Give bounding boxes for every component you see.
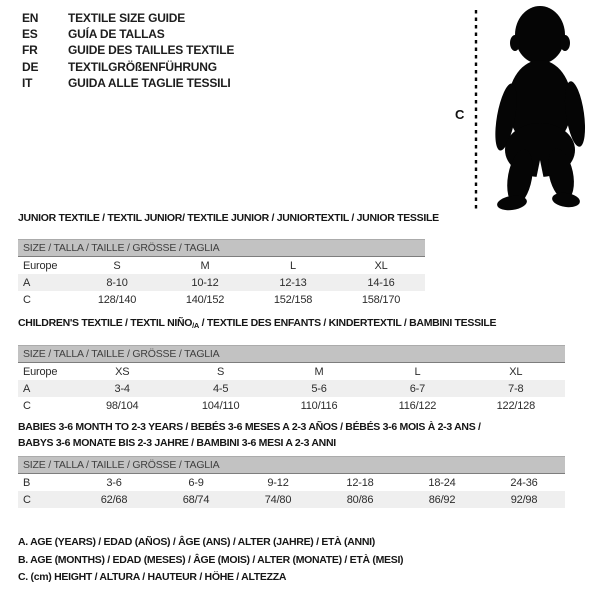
size-column-header: S (113, 259, 121, 272)
table-cell: 98/104 (105, 399, 139, 412)
table-cell: 62/68 (100, 493, 128, 506)
table-cell: 5-6 (311, 382, 327, 395)
size-column-header: S (217, 365, 225, 378)
language-code: DE (22, 59, 39, 74)
table-cell: 12-18 (346, 476, 374, 489)
row-label: A (23, 276, 31, 289)
table-cell: 24-36 (510, 476, 538, 489)
language-code: IT (22, 75, 33, 90)
language-title: GUIDE DES TAILLES TEXTILE (68, 43, 235, 58)
children-title-suffix: / TEXTILE DES ENFANTS / KINDERTEXTIL / BAMBINI TESSILE (199, 317, 497, 329)
language-row-es (22, 26, 234, 42)
table-cell: 4-5 (212, 382, 229, 395)
table-cell: 80/86 (346, 493, 374, 506)
language-row-it (22, 75, 234, 91)
table-cell: 9-12 (267, 476, 289, 489)
row-label: A (23, 382, 31, 395)
table-cell: 92/98 (510, 493, 538, 506)
table-cell: 6-7 (409, 382, 426, 395)
children-title-subscript: /A (192, 321, 200, 330)
size-column-header: XL (509, 365, 523, 378)
legend-note-a: A. AGE (YEARS) / EDAD (AÑOS) / ÂGE (ANS) / ALTER (JAHRE) / ETÀ (ANNI) (18, 536, 375, 548)
table-cell: 104/110 (201, 399, 240, 412)
children-title-prefix: CHILDREN'S TEXTILE / TEXTIL NIÑO (18, 317, 193, 329)
table-cell: 7-8 (508, 382, 524, 395)
babies-title-line2: BABYS 3-6 MONATE BIS 2-3 JAHRE / BAMBINI 3-6 MESI A 2-3 ANNI (18, 437, 336, 449)
row-label: C (23, 399, 31, 412)
table-header-row (18, 363, 565, 380)
language-title-list (22, 10, 234, 91)
height-measure-label: C (455, 107, 465, 122)
language-row-de (22, 59, 234, 75)
babies-title-line1: BABIES 3-6 MONTH TO 2-3 YEARS / BEBÉS 3-6 MESES A 2-3 AÑOS / BÉBÉS 3-6 MOIS À 2-3 ANS / (18, 421, 481, 433)
size-column-header: XL (374, 259, 388, 272)
table-cell: 122/128 (496, 399, 536, 412)
babies-size-table (18, 456, 565, 508)
children-section-title (18, 317, 496, 330)
table-header-row (18, 257, 425, 274)
table-cell: 74/80 (264, 493, 292, 506)
language-code: FR (22, 43, 38, 58)
size-header-bar: SIZE / TALLA / TAILLE / GRÖSSE / TAGLIA (18, 345, 565, 363)
language-title: TEXTILGRÖßENFÜHRUNG (68, 59, 217, 74)
junior-size-table (18, 239, 425, 308)
size-column-header: L (414, 365, 421, 378)
legend-note-c: C. (cm) HEIGHT / ALTURA / HAUTEUR / HÖHE / ALTEZZA (18, 571, 287, 583)
row-label: C (23, 493, 31, 506)
size-header-bar: SIZE / TALLA / TAILLE / GRÖSSE / TAGLIA (18, 239, 425, 257)
size-header-bar: SIZE / TALLA / TAILLE / GRÖSSE / TAGLIA (18, 456, 565, 474)
table-cell: 110/116 (300, 399, 338, 412)
size-column-header: M (200, 259, 210, 272)
table-cell: 152/158 (273, 293, 313, 306)
language-code: EN (22, 11, 39, 25)
table-row-c (18, 491, 565, 508)
table-cell: 3-4 (114, 382, 130, 395)
table-cell: 8-10 (106, 276, 128, 289)
table-cell: 158/170 (361, 293, 401, 306)
babies-section-title (18, 419, 481, 451)
table-cell: 10-12 (191, 276, 219, 289)
table-cell: 12-13 (279, 276, 307, 289)
baby-silhouette (440, 2, 600, 214)
legend-notes (18, 534, 403, 587)
table-cell: 116/122 (398, 399, 437, 412)
language-title: GUÍA DE TALLAS (68, 27, 165, 42)
table-cell: 14-16 (367, 276, 395, 289)
baby-body (491, 6, 588, 214)
region-header-cell: Europe (23, 365, 58, 378)
size-column-header: XS (115, 365, 130, 378)
size-column-header: M (314, 365, 324, 378)
language-title: GUIDA ALLE TAGLIE TESSILI (68, 75, 231, 90)
table-row-a (18, 380, 565, 397)
table-cell: 128/140 (97, 293, 137, 306)
region-header-cell: Europe (23, 259, 58, 272)
table-cell: 3-6 (106, 476, 122, 489)
language-title: TEXTILE SIZE GUIDE (68, 11, 186, 25)
language-row-fr (22, 42, 234, 58)
row-label: C (23, 293, 31, 306)
table-cell: 18-24 (428, 476, 456, 489)
table-row-c (18, 291, 425, 308)
table-row-a (18, 274, 425, 291)
language-row-en (22, 10, 234, 26)
language-code: ES (22, 27, 38, 42)
table-cell: 6-9 (188, 476, 204, 489)
junior-section-title: JUNIOR TEXTILE / TEXTIL JUNIOR/ TEXTILE JUNIOR / JUNIORTEXTIL / JUNIOR TESSILE (18, 212, 439, 224)
children-size-table (18, 345, 565, 414)
table-cell: 140/152 (185, 293, 225, 306)
baby-silhouette-figure (440, 2, 600, 214)
table-row-b (18, 474, 565, 491)
table-cell: 68/74 (182, 493, 210, 506)
table-row-c (18, 397, 565, 414)
row-label: B (23, 476, 31, 489)
size-column-header: L (290, 259, 296, 272)
legend-note-b: B. AGE (MONTHS) / EDAD (MESES) / ÂGE (MOIS) / ALTER (MONATE) / ETÀ (MESI) (18, 553, 404, 566)
table-cell: 86/92 (428, 493, 456, 506)
